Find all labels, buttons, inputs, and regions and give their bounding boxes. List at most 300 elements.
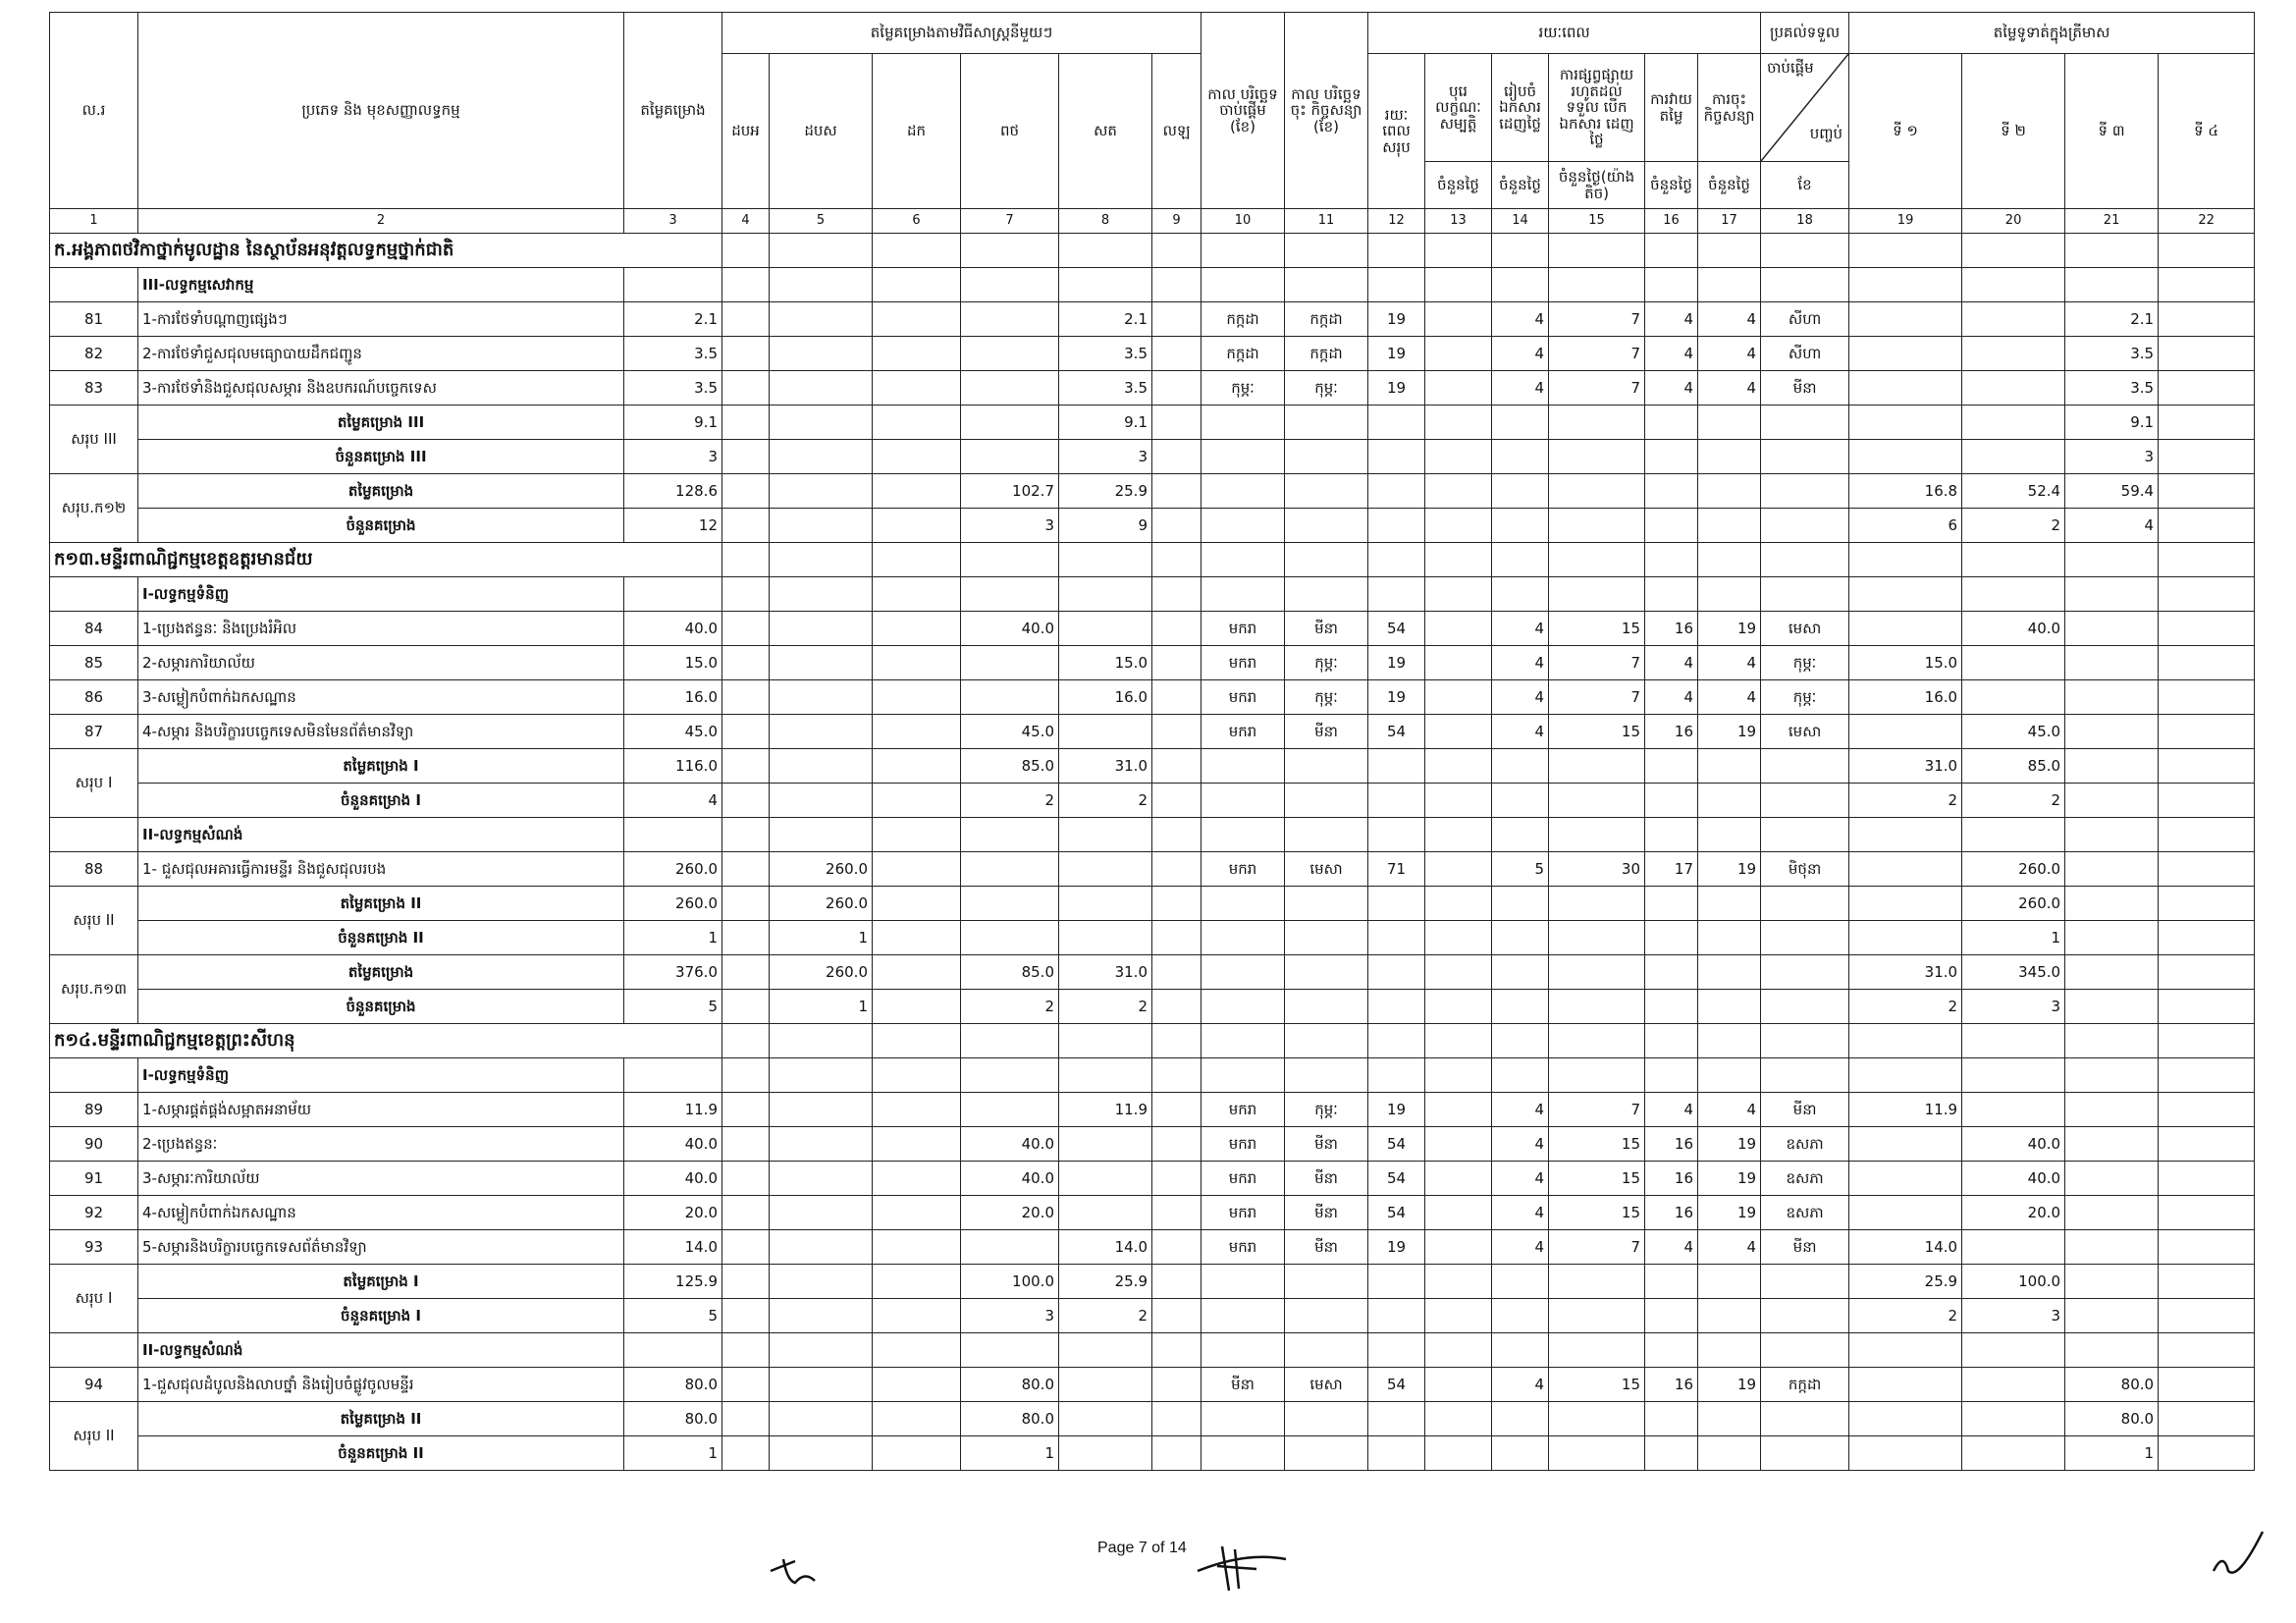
cell-c20 xyxy=(1962,302,2065,337)
cell-c12: 19 xyxy=(1368,302,1425,337)
cell-c22 xyxy=(2159,406,2255,440)
cell-c15 xyxy=(1549,955,1645,990)
cell-c6 xyxy=(873,406,961,440)
cell-c5 xyxy=(770,784,873,818)
cell-c4 xyxy=(722,1230,770,1265)
empty-cell xyxy=(2065,234,2159,268)
cell-c18 xyxy=(1761,440,1849,474)
empty-cell xyxy=(1368,268,1425,302)
cell-c13 xyxy=(1425,749,1492,784)
empty-cell xyxy=(1962,1333,2065,1368)
cell-c12 xyxy=(1368,990,1425,1024)
cell-c12 xyxy=(1368,440,1425,474)
cell-c8: 31.0 xyxy=(1059,749,1152,784)
column-number: 15 xyxy=(1549,209,1645,234)
column-number: 1 xyxy=(50,209,138,234)
section-row xyxy=(50,1024,2255,1058)
empty-cell xyxy=(624,577,722,612)
item-name: 4-សម្ភារ និងបរិក្ខារបច្ចេកទេសមិនមែនព័ត៌មានវិទ្យា xyxy=(138,715,624,749)
cell-c18: កក្កដា xyxy=(1761,1368,1849,1402)
cell-c6 xyxy=(873,1436,961,1471)
cell-c14: 4 xyxy=(1492,302,1549,337)
header-project-value: តម្លៃគម្រោង xyxy=(624,13,722,209)
cell-c13 xyxy=(1425,1265,1492,1299)
empty-cell xyxy=(1962,543,2065,577)
cell-c14 xyxy=(1492,921,1549,955)
cell-c20: 40.0 xyxy=(1962,1127,2065,1162)
cell-c9 xyxy=(1152,337,1201,371)
empty-cell xyxy=(1645,818,1698,852)
cell-c7: 40.0 xyxy=(961,612,1059,646)
cell-c9 xyxy=(1152,921,1201,955)
cell-c21 xyxy=(2065,1230,2159,1265)
column-number: 17 xyxy=(1698,209,1761,234)
empty-cell xyxy=(624,268,722,302)
cell-c3: 80.0 xyxy=(624,1402,722,1436)
cell-c3: 11.9 xyxy=(624,1093,722,1127)
cell-c21 xyxy=(2065,1093,2159,1127)
total-row xyxy=(50,509,2255,543)
cell-c19 xyxy=(1849,371,1962,406)
item-number: 90 xyxy=(50,1127,138,1162)
total-group-label: សរុប III xyxy=(50,406,138,474)
empty-cell xyxy=(2065,543,2159,577)
cell-c8: 15.0 xyxy=(1059,646,1152,680)
cell-c11: កុម្ភៈ xyxy=(1285,1093,1368,1127)
cell-c9 xyxy=(1152,990,1201,1024)
cell-c15: 7 xyxy=(1549,680,1645,715)
total-label: ចំនួនគម្រោង II xyxy=(138,921,624,955)
cell-c19: 2 xyxy=(1849,1299,1962,1333)
cell-c14: 4 xyxy=(1492,680,1549,715)
cell-c9 xyxy=(1152,406,1201,440)
cell-c7: 40.0 xyxy=(961,1127,1059,1162)
cell-c18 xyxy=(1761,1265,1849,1299)
total-row xyxy=(50,1265,2255,1299)
cell-c11: មីនា xyxy=(1285,1230,1368,1265)
cell-c3: 376.0 xyxy=(624,955,722,990)
cell-c22 xyxy=(2159,749,2255,784)
cell-c21 xyxy=(2065,1162,2159,1196)
cell-c18 xyxy=(1761,1299,1849,1333)
cell-c12: 19 xyxy=(1368,646,1425,680)
cell-c18: កុម្ភៈ xyxy=(1761,680,1849,715)
cell-c22 xyxy=(2159,1402,2255,1436)
cell-c17: 4 xyxy=(1698,1093,1761,1127)
cell-c20: 40.0 xyxy=(1962,612,2065,646)
cell-c19 xyxy=(1849,1196,1962,1230)
empty-cell xyxy=(1549,818,1645,852)
cell-c19 xyxy=(1849,302,1962,337)
cell-c5: 1 xyxy=(770,921,873,955)
cell-c18: សីហា xyxy=(1761,337,1849,371)
cell-c17 xyxy=(1698,474,1761,509)
cell-c5 xyxy=(770,509,873,543)
cell-c16: 16 xyxy=(1645,612,1698,646)
section-title: ក.អង្គភាពថវិកាថ្នាក់មូលដ្ឋាន នៃស្ថាប័នអនុវត្តលទ្ធកម្មថ្នាក់ជាតិ xyxy=(50,234,722,268)
cell-c7 xyxy=(961,302,1059,337)
cell-c5 xyxy=(770,337,873,371)
cell-c16 xyxy=(1645,887,1698,921)
table-row xyxy=(50,612,2255,646)
cell-c21: 3.5 xyxy=(2065,371,2159,406)
procurement-table xyxy=(49,12,2255,1471)
empty-cell xyxy=(624,818,722,852)
cell-c16: 16 xyxy=(1645,1127,1698,1162)
cell-c8: 11.9 xyxy=(1059,1093,1152,1127)
cell-c13 xyxy=(1425,337,1492,371)
cell-c10 xyxy=(1201,440,1285,474)
cell-c14 xyxy=(1492,887,1549,921)
item-name: 3-សម្លៀកបំពាក់ឯកសណ្ឋាន xyxy=(138,680,624,715)
cell-c19: 16.0 xyxy=(1849,680,1962,715)
table-body xyxy=(50,234,2255,1471)
table-row xyxy=(50,337,2255,371)
cell-c14 xyxy=(1492,955,1549,990)
empty-cell xyxy=(1152,1333,1201,1368)
empty-cell xyxy=(1152,1024,1201,1058)
cell-c11: មីនា xyxy=(1285,1162,1368,1196)
empty-cell xyxy=(1549,1333,1645,1368)
empty-cell xyxy=(2065,268,2159,302)
item-name: 5-សម្ភារនិងបរិក្ខារបច្ចេកទេសព័ត៌មានវិទ្យា xyxy=(138,1230,624,1265)
cell-c3: 3.5 xyxy=(624,371,722,406)
column-number: 18 xyxy=(1761,209,1849,234)
cell-c16 xyxy=(1645,1402,1698,1436)
cell-c10: មករា xyxy=(1201,1230,1285,1265)
table-row xyxy=(50,1162,2255,1196)
cell-c13 xyxy=(1425,921,1492,955)
empty-cell xyxy=(1492,577,1549,612)
cell-c17 xyxy=(1698,990,1761,1024)
category-title: II-លទ្ធកម្មសំណង់ xyxy=(138,1333,624,1368)
cell-c20: 2 xyxy=(1962,784,2065,818)
item-name: 2-សម្ភារការិយាល័យ xyxy=(138,646,624,680)
cell-c16: 17 xyxy=(1645,852,1698,887)
item-number: 86 xyxy=(50,680,138,715)
unit-days-15: ចំនួនថ្ងៃ(យ៉ាង តិច) xyxy=(1549,162,1645,209)
empty-cell xyxy=(1698,577,1761,612)
cell-c13 xyxy=(1425,680,1492,715)
cell-c18 xyxy=(1761,887,1849,921)
cell-c6 xyxy=(873,337,961,371)
column-number: 19 xyxy=(1849,209,1962,234)
empty-cell xyxy=(1761,818,1849,852)
cell-c5: 260.0 xyxy=(770,955,873,990)
cell-c12 xyxy=(1368,1436,1425,1471)
cell-c5 xyxy=(770,1436,873,1471)
cell-c18: មីនា xyxy=(1761,1093,1849,1127)
cell-c9 xyxy=(1152,1368,1201,1402)
empty-cell xyxy=(1645,1333,1698,1368)
header-contract-sign: ការចុះ កិច្ចសន្យា xyxy=(1698,54,1761,162)
cell-c4 xyxy=(722,1127,770,1162)
cell-c15: 15 xyxy=(1549,1162,1645,1196)
cell-c21: 80.0 xyxy=(2065,1368,2159,1402)
empty-cell xyxy=(2159,268,2255,302)
cell-c14: 4 xyxy=(1492,1093,1549,1127)
cell-c15: 15 xyxy=(1549,612,1645,646)
category-row xyxy=(50,577,2255,612)
total-label: ចំនួនគម្រោង xyxy=(138,509,624,543)
total-label: តម្លៃគម្រោង xyxy=(138,474,624,509)
cell-c13 xyxy=(1425,440,1492,474)
header-start-date: កាល បរិច្ឆេទ ចាប់ផ្តើម (ខែ) xyxy=(1201,13,1285,209)
cell-c7: 40.0 xyxy=(961,1162,1059,1196)
header-type-name: ប្រភេទ និង មុខសញ្ញាលទ្ធកម្ម xyxy=(138,13,624,209)
cell-c17: 4 xyxy=(1698,337,1761,371)
unit-days-17: ចំនួនថ្ងៃ xyxy=(1698,162,1761,209)
cell-c17: 4 xyxy=(1698,302,1761,337)
item-name: 3-ការថែទាំនិងជួសជុលសម្ភារ និងឧបករណ៍បច្ចេកទេស xyxy=(138,371,624,406)
total-label: តម្លៃគម្រោង xyxy=(138,955,624,990)
cell-c15 xyxy=(1549,474,1645,509)
cell-c18: មេសា xyxy=(1761,715,1849,749)
delivery-end: បញ្ចប់ xyxy=(1809,124,1843,142)
cell-c18 xyxy=(1761,749,1849,784)
cell-c7: 2 xyxy=(961,784,1059,818)
cell-c7: 80.0 xyxy=(961,1402,1059,1436)
category-row xyxy=(50,818,2255,852)
total-row xyxy=(50,406,2255,440)
cell-c10 xyxy=(1201,406,1285,440)
cell-c17: 19 xyxy=(1698,1127,1761,1162)
cell-c22 xyxy=(2159,474,2255,509)
empty-cell xyxy=(1152,268,1201,302)
empty-cell xyxy=(961,1058,1059,1093)
cell-c18: មិថុនា xyxy=(1761,852,1849,887)
cell-c19 xyxy=(1849,1368,1962,1402)
cell-c3: 15.0 xyxy=(624,646,722,680)
cell-c9 xyxy=(1152,749,1201,784)
cell-c18 xyxy=(1761,921,1849,955)
cell-c18 xyxy=(1761,1402,1849,1436)
cell-c10 xyxy=(1201,474,1285,509)
cell-c11: មីនា xyxy=(1285,1127,1368,1162)
empty-cell xyxy=(1059,1058,1152,1093)
cell-c9 xyxy=(1152,646,1201,680)
cell-c16 xyxy=(1645,990,1698,1024)
cell-c21 xyxy=(2065,990,2159,1024)
empty-cell xyxy=(722,818,770,852)
empty-cell xyxy=(1761,577,1849,612)
empty-cell xyxy=(50,1058,138,1093)
cell-c11: មេសា xyxy=(1285,1368,1368,1402)
cell-c19: 2 xyxy=(1849,784,1962,818)
empty-cell xyxy=(770,234,873,268)
header-delivery xyxy=(1761,54,1849,162)
empty-cell xyxy=(722,1333,770,1368)
cell-c17 xyxy=(1698,749,1761,784)
cell-c14: 4 xyxy=(1492,1162,1549,1196)
header-contract-date: កាល បរិច្ឆេទចុះ កិច្ចសន្យា (ខែ) xyxy=(1285,13,1368,209)
empty-cell xyxy=(1962,1024,2065,1058)
procurement-plan-sheet xyxy=(49,12,2254,1471)
column-number: 8 xyxy=(1059,209,1152,234)
cell-c4 xyxy=(722,1162,770,1196)
section-title: ក១៤.មន្ទីរពាណិជ្ជកម្មខេត្តព្រះសីហនុ xyxy=(50,1024,722,1058)
cell-c5 xyxy=(770,440,873,474)
header-funding-group: តម្លៃគម្រោងតាមវិធីសាស្ត្រនីមួយៗ xyxy=(722,13,1201,54)
cell-c16 xyxy=(1645,509,1698,543)
cell-c19: 15.0 xyxy=(1849,646,1962,680)
cell-c15: 7 xyxy=(1549,371,1645,406)
cell-c20 xyxy=(1962,406,2065,440)
table-row xyxy=(50,852,2255,887)
header-duration-group: រយៈពេល xyxy=(1368,13,1761,54)
cell-c13 xyxy=(1425,715,1492,749)
empty-cell xyxy=(873,818,961,852)
cell-c21 xyxy=(2065,680,2159,715)
cell-c6 xyxy=(873,1299,961,1333)
cell-c14 xyxy=(1492,1402,1549,1436)
header-evaluation: ការវាយ តម្លៃ xyxy=(1645,54,1698,162)
empty-cell xyxy=(1645,234,1698,268)
cell-c18: មីនា xyxy=(1761,1230,1849,1265)
cell-c4 xyxy=(722,715,770,749)
column-number: 20 xyxy=(1962,209,2065,234)
empty-cell xyxy=(1645,1024,1698,1058)
empty-cell xyxy=(1152,543,1201,577)
cell-c22 xyxy=(2159,1299,2255,1333)
empty-cell xyxy=(722,1058,770,1093)
cell-c20: 40.0 xyxy=(1962,1162,2065,1196)
empty-cell xyxy=(1962,818,2065,852)
cell-c9 xyxy=(1152,1265,1201,1299)
empty-cell xyxy=(1425,577,1492,612)
empty-cell xyxy=(1285,818,1368,852)
cell-c13 xyxy=(1425,302,1492,337)
cell-c5 xyxy=(770,474,873,509)
cell-c5 xyxy=(770,1265,873,1299)
cell-c21: 3 xyxy=(2065,440,2159,474)
empty-cell xyxy=(1962,234,2065,268)
cell-c4 xyxy=(722,1368,770,1402)
total-row xyxy=(50,887,2255,921)
cell-c22 xyxy=(2159,921,2255,955)
cell-c15: 15 xyxy=(1549,715,1645,749)
cell-c5 xyxy=(770,1368,873,1402)
empty-cell xyxy=(770,818,873,852)
cell-c13 xyxy=(1425,509,1492,543)
cell-c19: 31.0 xyxy=(1849,955,1962,990)
total-row xyxy=(50,990,2255,1024)
cell-c8 xyxy=(1059,852,1152,887)
cell-c21 xyxy=(2065,784,2159,818)
cell-c22 xyxy=(2159,1265,2255,1299)
cell-c14: 4 xyxy=(1492,715,1549,749)
cell-c15 xyxy=(1549,990,1645,1024)
cell-c13 xyxy=(1425,955,1492,990)
empty-cell xyxy=(1849,234,1962,268)
cell-c8 xyxy=(1059,1127,1152,1162)
cell-c7 xyxy=(961,1230,1059,1265)
cell-c4 xyxy=(722,1299,770,1333)
cell-c17 xyxy=(1698,887,1761,921)
column-number: 9 xyxy=(1152,209,1201,234)
total-group-label: សរុប II xyxy=(50,887,138,955)
cell-c9 xyxy=(1152,1402,1201,1436)
empty-cell xyxy=(1492,1058,1549,1093)
header-f7: ពថ xyxy=(961,54,1059,209)
cell-c4 xyxy=(722,406,770,440)
cell-c20: 260.0 xyxy=(1962,852,2065,887)
cell-c9 xyxy=(1152,1436,1201,1471)
cell-c18 xyxy=(1761,474,1849,509)
cell-c5 xyxy=(770,1402,873,1436)
column-number: 2 xyxy=(138,209,624,234)
cell-c11: មីនា xyxy=(1285,1196,1368,1230)
cell-c3: 1 xyxy=(624,1436,722,1471)
cell-c13 xyxy=(1425,1127,1492,1162)
empty-cell xyxy=(1059,1333,1152,1368)
empty-cell xyxy=(1849,1333,1962,1368)
cell-c6 xyxy=(873,921,961,955)
cell-c5 xyxy=(770,371,873,406)
cell-c12: 19 xyxy=(1368,1230,1425,1265)
section-row xyxy=(50,234,2255,268)
cell-c11: មីនា xyxy=(1285,715,1368,749)
header-q4: ទី ៤ xyxy=(2159,54,2255,209)
total-label: តម្លៃគម្រោង III xyxy=(138,406,624,440)
cell-c6 xyxy=(873,749,961,784)
empty-cell xyxy=(2159,577,2255,612)
cell-c21: 2.1 xyxy=(2065,302,2159,337)
cell-c6 xyxy=(873,646,961,680)
empty-cell xyxy=(1761,1024,1849,1058)
empty-cell xyxy=(1849,1024,1962,1058)
cell-c10: មករា xyxy=(1201,715,1285,749)
cell-c19 xyxy=(1849,887,1962,921)
cell-c4 xyxy=(722,302,770,337)
cell-c17 xyxy=(1698,921,1761,955)
section-title: ក១៣.មន្ទីរពាណិជ្ជកម្មខេត្តឧត្តរមានជ័យ xyxy=(50,543,722,577)
empty-cell xyxy=(1059,234,1152,268)
empty-cell xyxy=(722,577,770,612)
cell-c12: 19 xyxy=(1368,337,1425,371)
cell-c9 xyxy=(1152,509,1201,543)
empty-cell xyxy=(1368,234,1425,268)
item-number: 87 xyxy=(50,715,138,749)
cell-c7 xyxy=(961,406,1059,440)
cell-c16 xyxy=(1645,749,1698,784)
item-number: 81 xyxy=(50,302,138,337)
empty-cell xyxy=(961,234,1059,268)
cell-c4 xyxy=(722,1436,770,1471)
cell-c18: មេសា xyxy=(1761,612,1849,646)
empty-cell xyxy=(770,1024,873,1058)
column-number: 11 xyxy=(1285,209,1368,234)
empty-cell xyxy=(1849,1058,1962,1093)
empty-cell xyxy=(961,1024,1059,1058)
cell-c8 xyxy=(1059,1196,1152,1230)
item-name: 3-សម្ភារៈការិយាល័យ xyxy=(138,1162,624,1196)
cell-c13 xyxy=(1425,1162,1492,1196)
cell-c9 xyxy=(1152,1196,1201,1230)
cell-c11 xyxy=(1285,887,1368,921)
cell-c19: 25.9 xyxy=(1849,1265,1962,1299)
cell-c9 xyxy=(1152,474,1201,509)
item-number: 88 xyxy=(50,852,138,887)
cell-c21 xyxy=(2065,1127,2159,1162)
cell-c17: 19 xyxy=(1698,1162,1761,1196)
cell-c12: 71 xyxy=(1368,852,1425,887)
cell-c14 xyxy=(1492,749,1549,784)
cell-c17 xyxy=(1698,1299,1761,1333)
cell-c12: 54 xyxy=(1368,1162,1425,1196)
cell-c3: 40.0 xyxy=(624,1162,722,1196)
cell-c19: 11.9 xyxy=(1849,1093,1962,1127)
